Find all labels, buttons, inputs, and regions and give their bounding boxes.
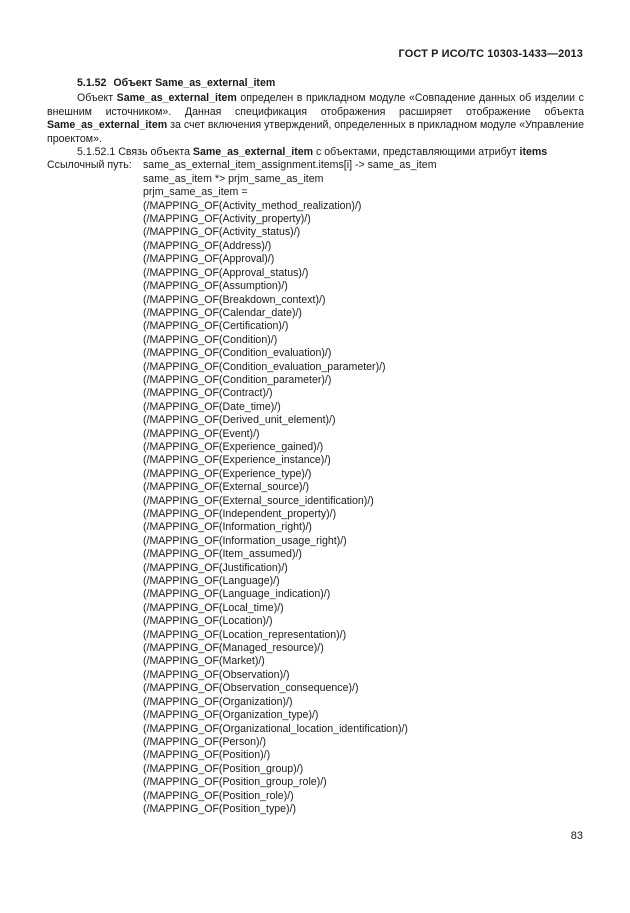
para-entity-2: Same_as_external_item bbox=[47, 119, 168, 132]
reference-line: (/MAPPING_OF(Organizational_location_identification)/) bbox=[143, 722, 408, 735]
reference-line: (/MAPPING_OF(Position)/) bbox=[143, 749, 271, 762]
section-paragraph bbox=[47, 92, 584, 146]
reference-line: (/MAPPING_OF(Certification)/) bbox=[143, 320, 289, 333]
reference-line: (/MAPPING_OF(External_source_identification)/) bbox=[143, 494, 374, 507]
para-text-2: за счет включения утверждений, определенных в прикладном модуле «Управление проектом». bbox=[47, 119, 584, 145]
reference-line: (/MAPPING_OF(Position_type)/) bbox=[143, 802, 297, 815]
subsection-entity: Same_as_external_item bbox=[192, 146, 314, 159]
running-header: ГОСТ Р ИСО/ТС 10303-1433—2013 bbox=[398, 48, 583, 60]
reference-line: (/MAPPING_OF(Information_right)/) bbox=[143, 521, 312, 534]
reference-line: (/MAPPING_OF(Language)/) bbox=[143, 575, 280, 588]
subsection-number: 5.1.52.1 bbox=[77, 146, 116, 159]
reference-line: (/MAPPING_OF(Experience_instance)/) bbox=[143, 454, 331, 467]
reference-line: (/MAPPING_OF(Experience_gained)/) bbox=[143, 440, 324, 453]
reference-line: (/MAPPING_OF(Activity_property)/) bbox=[143, 213, 311, 226]
reference-line: (/MAPPING_OF(External_source)/) bbox=[143, 481, 310, 494]
reference-line: (/MAPPING_OF(Breakdown_context)/) bbox=[143, 293, 326, 306]
reference-line: same_as_external_item_assignment.items[i] -> same_as_item bbox=[143, 159, 437, 172]
para-prefix: Объект bbox=[77, 92, 117, 105]
subsection-attribute: items bbox=[519, 146, 548, 159]
reference-line: (/MAPPING_OF(Activity_method_realization)/) bbox=[143, 199, 362, 212]
reference-line: (/MAPPING_OF(Address)/) bbox=[143, 239, 272, 252]
reference-line: (/MAPPING_OF(Location_representation)/) bbox=[143, 628, 347, 641]
reference-line: (/MAPPING_OF(Market)/) bbox=[143, 655, 265, 668]
reference-line: (/MAPPING_OF(Item_assumed)/) bbox=[143, 548, 302, 561]
reference-line: (/MAPPING_OF(Condition)/) bbox=[143, 333, 278, 346]
reference-path-block bbox=[47, 159, 584, 816]
reference-line: (/MAPPING_OF(Approval_status)/) bbox=[143, 266, 309, 279]
reference-line: (/MAPPING_OF(Independent_property)/) bbox=[143, 508, 337, 520]
reference-line: (/MAPPING_OF(Position_group_role)/) bbox=[143, 776, 327, 789]
reference-line: (/MAPPING_OF(Local_time)/) bbox=[143, 601, 284, 614]
reference-line: (/MAPPING_OF(Observation_consequence)/) bbox=[143, 682, 359, 695]
section-title: Объект Same_as_external_item bbox=[113, 77, 276, 89]
subsection-text-2: с объектами, представляющими атрибут bbox=[313, 146, 520, 159]
subsection-heading bbox=[47, 146, 584, 159]
reference-line: (/MAPPING_OF(Experience_type)/) bbox=[143, 467, 312, 480]
reference-line: (/MAPPING_OF(Condition_evaluation_parameter)/) bbox=[143, 360, 386, 373]
reference-label: Ссылочный путь: bbox=[47, 159, 132, 172]
reference-line: (/MAPPING_OF(Date_time)/) bbox=[143, 400, 281, 413]
reference-line: (/MAPPING_OF(Information_usage_right)/) bbox=[143, 534, 347, 547]
section-heading bbox=[47, 77, 584, 90]
reference-line: (/MAPPING_OF(Position_role)/) bbox=[143, 789, 294, 802]
reference-line: (/MAPPING_OF(Person)/) bbox=[143, 735, 267, 748]
reference-line: (/MAPPING_OF(Position_group)/) bbox=[143, 762, 304, 775]
page-content bbox=[47, 77, 584, 816]
reference-line: (/MAPPING_OF(Location)/) bbox=[143, 615, 273, 628]
reference-line: (/MAPPING_OF(Managed_resource)/) bbox=[143, 642, 324, 655]
reference-line: (/MAPPING_OF(Organization_type)/) bbox=[143, 709, 319, 722]
reference-line: (/MAPPING_OF(Language_indication)/) bbox=[143, 588, 331, 601]
reference-line: (/MAPPING_OF(Approval)/) bbox=[143, 253, 275, 266]
page-number: 83 bbox=[570, 830, 583, 842]
section-number: 5.1.52 bbox=[77, 77, 107, 89]
reference-line: (/MAPPING_OF(Justification)/) bbox=[143, 561, 288, 574]
reference-line: (/MAPPING_OF(Activity_status)/) bbox=[143, 226, 301, 239]
reference-line: (/MAPPING_OF(Calendar_date)/) bbox=[143, 306, 302, 319]
para-text-1: определен в прикладном модуле «Совпадение данных об изделии с внешним источником». Данная спецификация отображения расширяет отображение объекта bbox=[47, 92, 584, 118]
reference-line: (/MAPPING_OF(Derived_unit_element)/) bbox=[143, 414, 336, 427]
subsection-text-1: Связь объекта bbox=[115, 146, 193, 159]
reference-lines bbox=[47, 159, 584, 816]
reference-line: same_as_item *> prjm_same_as_item bbox=[143, 172, 324, 185]
para-entity: Same_as_external_item bbox=[116, 92, 237, 105]
reference-line: (/MAPPING_OF(Observation)/) bbox=[143, 668, 290, 681]
reference-line: (/MAPPING_OF(Condition_evaluation)/) bbox=[143, 347, 332, 360]
reference-line: (/MAPPING_OF(Condition_parameter)/) bbox=[143, 373, 332, 386]
reference-line: (/MAPPING_OF(Event)/) bbox=[143, 427, 260, 440]
reference-line: (/MAPPING_OF(Organization)/) bbox=[143, 695, 293, 708]
reference-line: (/MAPPING_OF(Assumption)/) bbox=[143, 280, 288, 293]
reference-line: (/MAPPING_OF(Contract)/) bbox=[143, 387, 273, 400]
reference-line: prjm_same_as_item = bbox=[143, 186, 248, 199]
